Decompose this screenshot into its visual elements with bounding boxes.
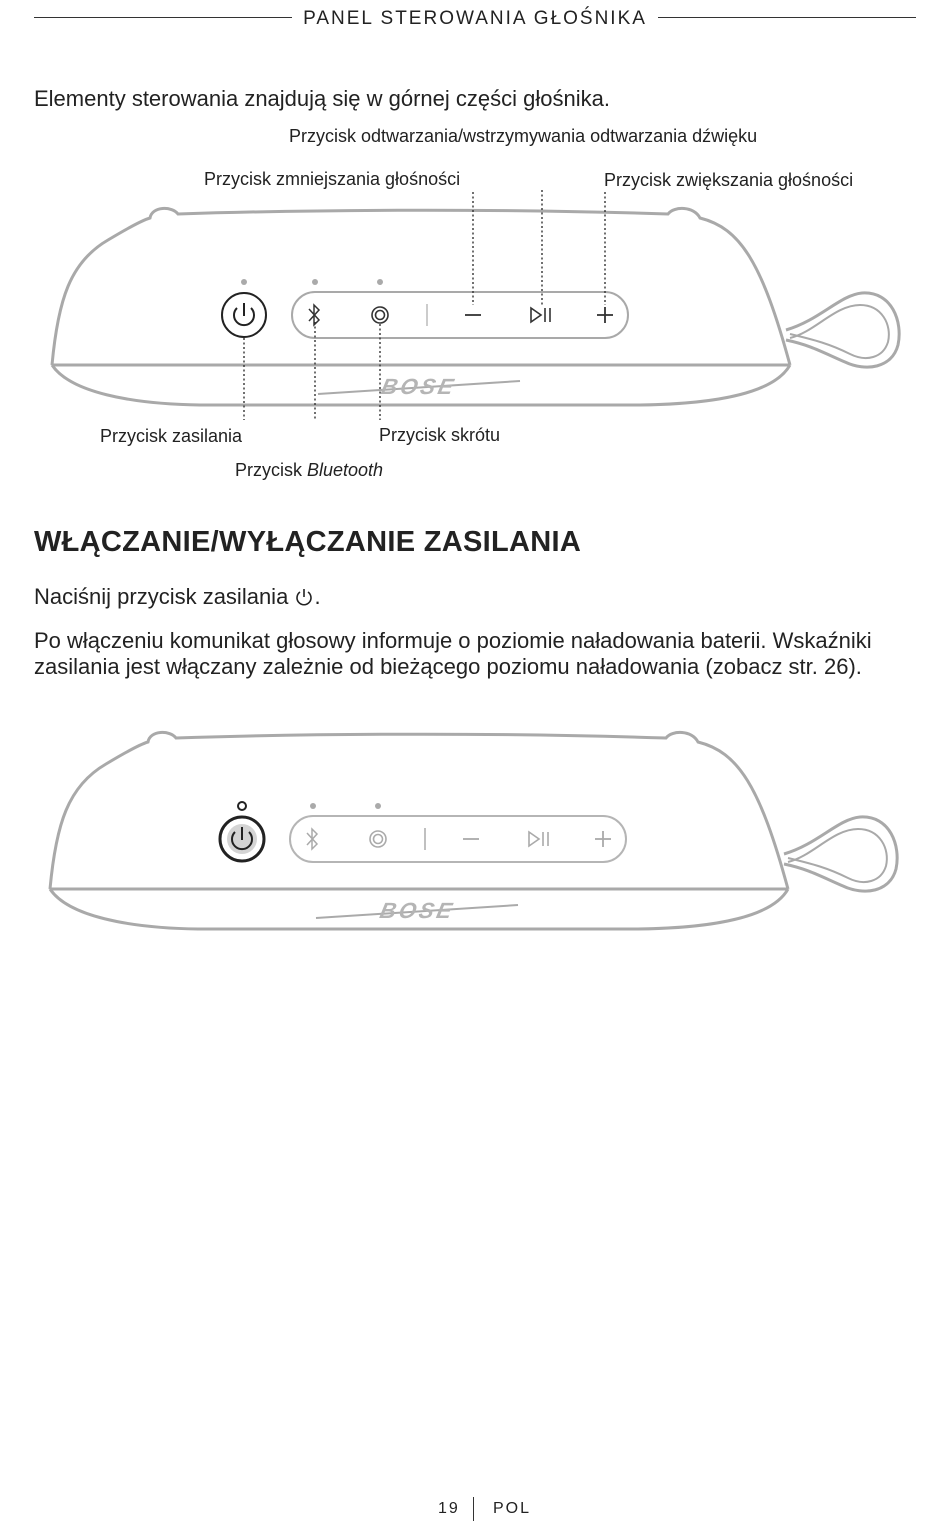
header-title: PANEL STEROWANIA GŁOŚNIKA — [295, 8, 655, 29]
label-power: Przycisk zasilania — [100, 426, 243, 446]
instruction-text: Naciśnij przycisk zasilania — [34, 584, 289, 609]
label-shortcut: Przycisk skrótu — [379, 425, 501, 445]
power-description: Po włączeniu komunikat głosowy informuje o poziomie naładowania baterii. Wskaźniki zasilania jest włączany zależnie od bieżącego poziomu naładowania (zobacz str. 26). — [34, 628, 872, 679]
intro-text: Elementy sterowania znajdują się w górnej części głośnika. — [34, 86, 610, 111]
label-bluetooth-prefix: Przycisk — [235, 460, 307, 480]
page-header — [0, 8, 950, 30]
bluetooth-icon — [309, 305, 319, 325]
power-icon — [294, 587, 314, 607]
play-pause-icon-2 — [529, 832, 548, 846]
volume-up-icon-2 — [595, 831, 611, 847]
play-pause-icon — [531, 308, 550, 322]
power-button-pressed — [220, 817, 264, 861]
instruction-end: . — [314, 584, 321, 609]
brand-logo-2: BOSE — [377, 898, 458, 923]
page-number: 19 — [438, 1500, 460, 1517]
volume-up-icon — [597, 307, 613, 323]
power-led-lit — [238, 802, 246, 810]
shortcut-icon — [372, 307, 388, 323]
shortcut-led — [377, 279, 383, 285]
power-led — [241, 279, 247, 285]
label-volume-up: Przycisk zwiększania głośności — [604, 170, 854, 190]
label-bluetooth — [235, 460, 383, 481]
bluetooth-led-2 — [310, 803, 316, 809]
speaker-diagram-controls — [0, 190, 950, 420]
bluetooth-icon-2 — [307, 829, 317, 849]
label-play-pause: Przycisk odtwarzania/wstrzymywania odtwarzania dźwięku — [289, 126, 758, 146]
brand-logo: BOSE — [379, 374, 459, 399]
footer-separator — [473, 1497, 474, 1521]
shortcut-icon-2 — [370, 831, 386, 847]
bluetooth-led — [312, 279, 318, 285]
section-title: WŁĄCZANIE/WYŁĄCZANIE ZASILANIA — [34, 526, 582, 558]
power-button — [222, 293, 266, 337]
label-volume-down: Przycisk zmniejszania głośności — [204, 169, 461, 189]
speaker-diagram-power — [0, 715, 950, 945]
power-instruction — [34, 584, 914, 610]
footer-language: POL — [493, 1500, 532, 1517]
shortcut-led-2 — [375, 803, 381, 809]
label-bluetooth-italic: Bluetooth — [307, 460, 384, 480]
